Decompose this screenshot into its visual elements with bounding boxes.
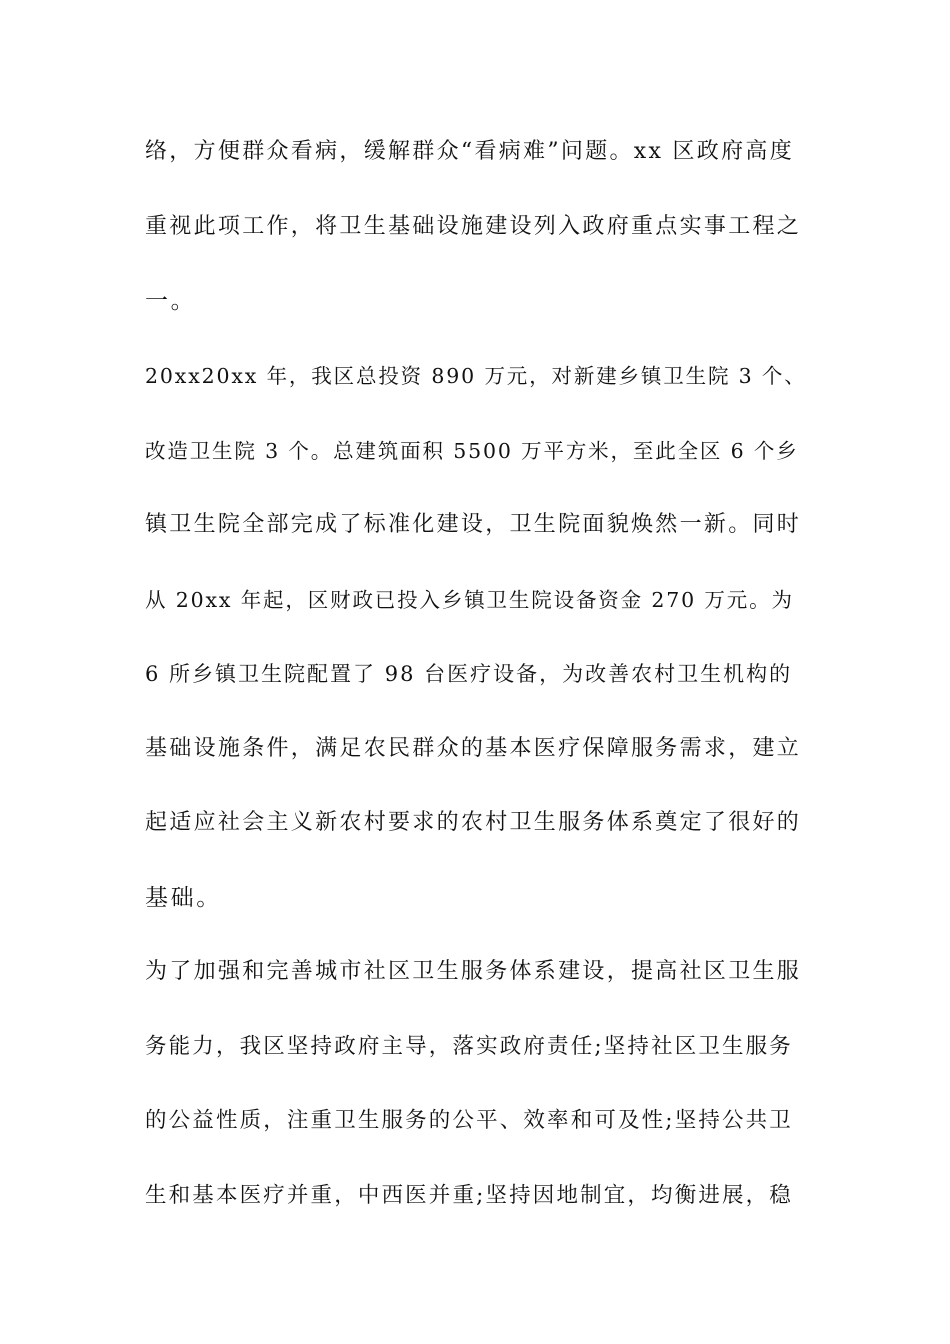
- text-line: 络，方便群众看病，缓解群众“看病难”问题。xx 区政府高度: [145, 139, 795, 164]
- text-line: 务能力，我区坚持政府主导，落实政府责任;坚持社区卫生服务: [145, 1034, 793, 1059]
- text-line: 6 所乡镇卫生院配置了 98 台医疗设备，为改善农村卫生机构的: [145, 662, 793, 686]
- text-line: 的公益性质，注重卫生服务的公平、效率和可及性;坚持公共卫: [145, 1108, 793, 1133]
- text-line: 一。: [145, 288, 197, 314]
- text-line: 重视此项工作，将卫生基础设施建设列入政府重点实事工程之: [145, 214, 802, 239]
- text-line: 改造卫生院 3 个。总建筑面积 5500 万平方米，至此全区 6 个乡: [145, 439, 799, 463]
- text-line: 20xx20xx 年，我区总投资 890 万元，对新建乡镇卫生院 3 个、: [145, 364, 807, 388]
- text-line: 起适应社会主义新农村要求的农村卫生服务体系奠定了很好的: [145, 810, 802, 835]
- text-line: 镇卫生院全部完成了标准化建设，卫生院面貌焕然一新。同时: [145, 512, 802, 537]
- text-line: 基础。: [145, 885, 222, 911]
- text-line: 从 20xx 年起，区财政已投入乡镇卫生院设备资金 270 万元。为: [145, 588, 794, 612]
- text-line: 基础设施条件，满足农民群众的基本医疗保障服务需求，建立: [145, 736, 802, 761]
- text-line: 为了加强和完善城市社区卫生服务体系建设，提高社区卫生服: [145, 959, 802, 984]
- text-line: 生和基本医疗并重，中西医并重;坚持因地制宜，均衡进展，稳: [145, 1183, 793, 1208]
